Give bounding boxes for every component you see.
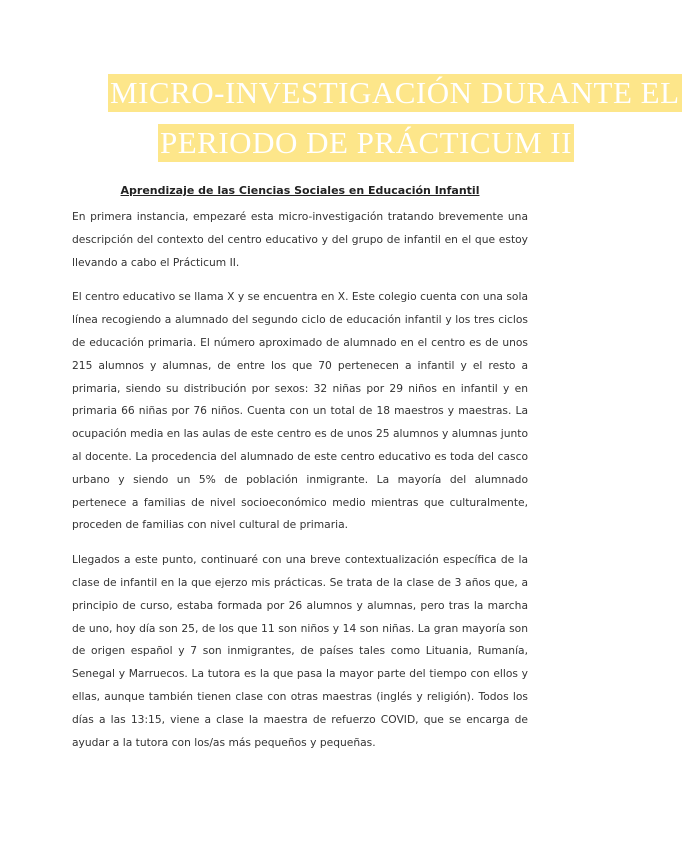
- document-body: [72, 206, 528, 766]
- paragraph: En primera instancia, empezaré esta micro-investigación tratando brevemente una descripción del contexto del centro educativo y del grupo de infantil en el que estoy llevando a cabo el Prácticum II.: [72, 210, 528, 269]
- paragraph: El centro educativo se llama X y se encuentra en X. Este colegio cuenta con una sola línea recogiendo a alumnado del segundo ciclo de educación infantil y los tres ciclos de educación primaria. El número aproximado de alumnado en el centro es de unos 215 alumnos y alumnas, de entre los que 70 pertenecen a infantil y el resto a primaria, siendo su distribución por sexos: 32 niñas por 29 niños en infantil y en primaria 66 niñas por 76 niños. Cuenta con un total de 18 maestros y maestras. La ocupación media en las aulas de este centro es de unos 25 alumnos y alumnas junto al docente. La procedencia del alumnado de este centro educativo es toda del casco urbano y siendo un 5% de población inmigrante. La mayoría del alumnado pertenece a familias de nivel socioeconómico medio mientras que culturalmente, proceden de familias con nivel cultural de primaria.: [72, 290, 528, 532]
- title-line-1: MICRO-INVESTIGACIÓN DURANTE EL: [110, 75, 680, 110]
- document-title: [108, 74, 680, 160]
- paragraph: Llegados a este punto, continuaré con una breve contextualización específica de la clase de infantil en la que ejerzo mis prácticas. Se trata de la clase de 3 años que, a principio de curso, estaba formada por 26 alumnos y alumnas, pero tras la marcha de uno, hoy día son 25, de los que 11 son niños y 14 son niñas. La gran mayoría son de origen español y 7 son inmigrantes, de países tales como Lituania, Rumanía, Senegal y Marruecos. La tutora es la que pasa la mayor parte del tiempo con ellos y ellas, aunque también tienen clase con otras maestras (inglés y religión). Todos los días a las 13:15, viene a clase la maestra de refuerzo COVID, que se encarga de ayudar a la tutora con los/as más pequeños y pequeñas.: [72, 553, 528, 749]
- document-subtitle: Aprendizaje de las Ciencias Sociales en Educación Infantil: [120, 184, 480, 197]
- title-line-2: PERIODO DE PRÁCTICUM II: [160, 125, 572, 160]
